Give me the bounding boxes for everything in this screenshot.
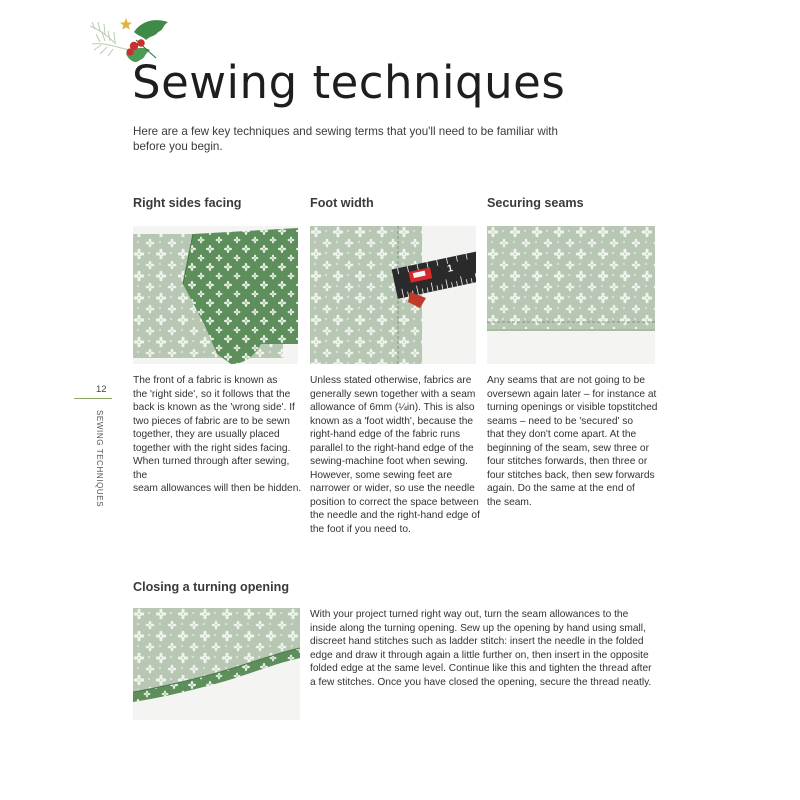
text-line: Any seams that are not going to be	[487, 375, 646, 386]
text-line: a few stitches. Once you have closed the opening, secure the thread neatly.	[310, 676, 652, 688]
page-title: Sewing techniques	[132, 56, 566, 109]
photo-right-sides-facing	[133, 226, 298, 364]
text-line: known as a 'foot width', because the	[310, 415, 474, 427]
text-line: Unless stated otherwise, fabrics are	[310, 375, 472, 386]
text-securing-seams	[487, 374, 663, 509]
text-line: the 'right side', so it follows that the	[133, 388, 291, 400]
photo-closing-turning-opening	[133, 608, 300, 720]
text-line: parallel to the right-hand edge of the	[310, 442, 474, 454]
heading-right-sides-facing: Right sides facing	[133, 196, 242, 210]
text-line: seam allowances will then be hidden.	[133, 483, 302, 495]
text-line: When turned through after sewing, the	[133, 456, 290, 481]
text-foot-width	[310, 374, 486, 537]
margin-divider	[74, 398, 112, 399]
section-label: SEWING TECHNIQUES	[95, 410, 104, 508]
text-line: beginning of the seam, sew three or	[487, 442, 649, 454]
text-line: inside along the turning opening. Sew up the opening by hand using small,	[310, 622, 646, 634]
photo-foot-width	[310, 226, 476, 364]
text-line: narrower or wider, so use the needle	[310, 483, 475, 495]
text-line: again. Do the same at the end of	[487, 483, 635, 495]
text-line: right-hand edge of the fabric runs	[310, 429, 461, 441]
text-line: The front of a fabric is known as	[133, 375, 278, 386]
heading-securing-seams: Securing seams	[487, 196, 584, 210]
text-line: edge and draw it through again a little further on, then insert in the opposite	[310, 649, 649, 661]
text-right-sides-facing	[133, 374, 305, 496]
text-line: together, they are usually placed	[133, 429, 280, 441]
page-number: 12	[96, 384, 107, 395]
text-line: turning openings or visible topstitched	[487, 402, 658, 414]
heading-foot-width: Foot width	[310, 196, 374, 210]
text-line: position to correct the space between	[310, 496, 479, 508]
text-line: back is known as the 'wrong side'. If	[133, 402, 295, 414]
text-line: folded edge at the same level. Continue like this and tighten the thread after	[310, 663, 652, 675]
text-line: With your project turned right way out, turn the seam allowances to the	[310, 609, 629, 620]
heading-closing-turning-opening: Closing a turning opening	[133, 580, 290, 594]
ruler-number: 1	[446, 263, 455, 275]
text-line: together with the right sides facing.	[133, 442, 291, 454]
text-line: the foot if you need to.	[310, 524, 411, 536]
text-line: that they don't come apart. At the	[487, 429, 637, 441]
text-line: the seam.	[487, 496, 532, 508]
text-line: the needle and the right-hand edge of	[310, 510, 480, 522]
text-line: two pieces of fabric are to be sewn	[133, 415, 290, 427]
text-closing-turning-opening	[310, 608, 670, 689]
text-line: oversewn again later – for instance at	[487, 388, 657, 400]
text-line: four stitches forwards, then three or	[487, 456, 648, 468]
text-line: four stitches back, then sew forwards	[487, 469, 655, 481]
text-line: generally sewn together with a seam	[310, 388, 476, 400]
photo-securing-seams	[487, 226, 655, 364]
text-line: sewing-machine foot when sewing.	[310, 456, 468, 468]
text-line: allowance of 6mm (¼in). This is also	[310, 402, 475, 414]
text-line: seams – need to be 'secured' so	[487, 415, 634, 427]
text-line: However, some sewing feet are	[310, 469, 453, 481]
intro-text: Here are a few key techniques and sewing terms that you'll need to be familiar with before you begin.	[133, 125, 558, 153]
text-line: discreet hand stitches such as ladder stitch: insert the needle in the folded	[310, 636, 644, 648]
